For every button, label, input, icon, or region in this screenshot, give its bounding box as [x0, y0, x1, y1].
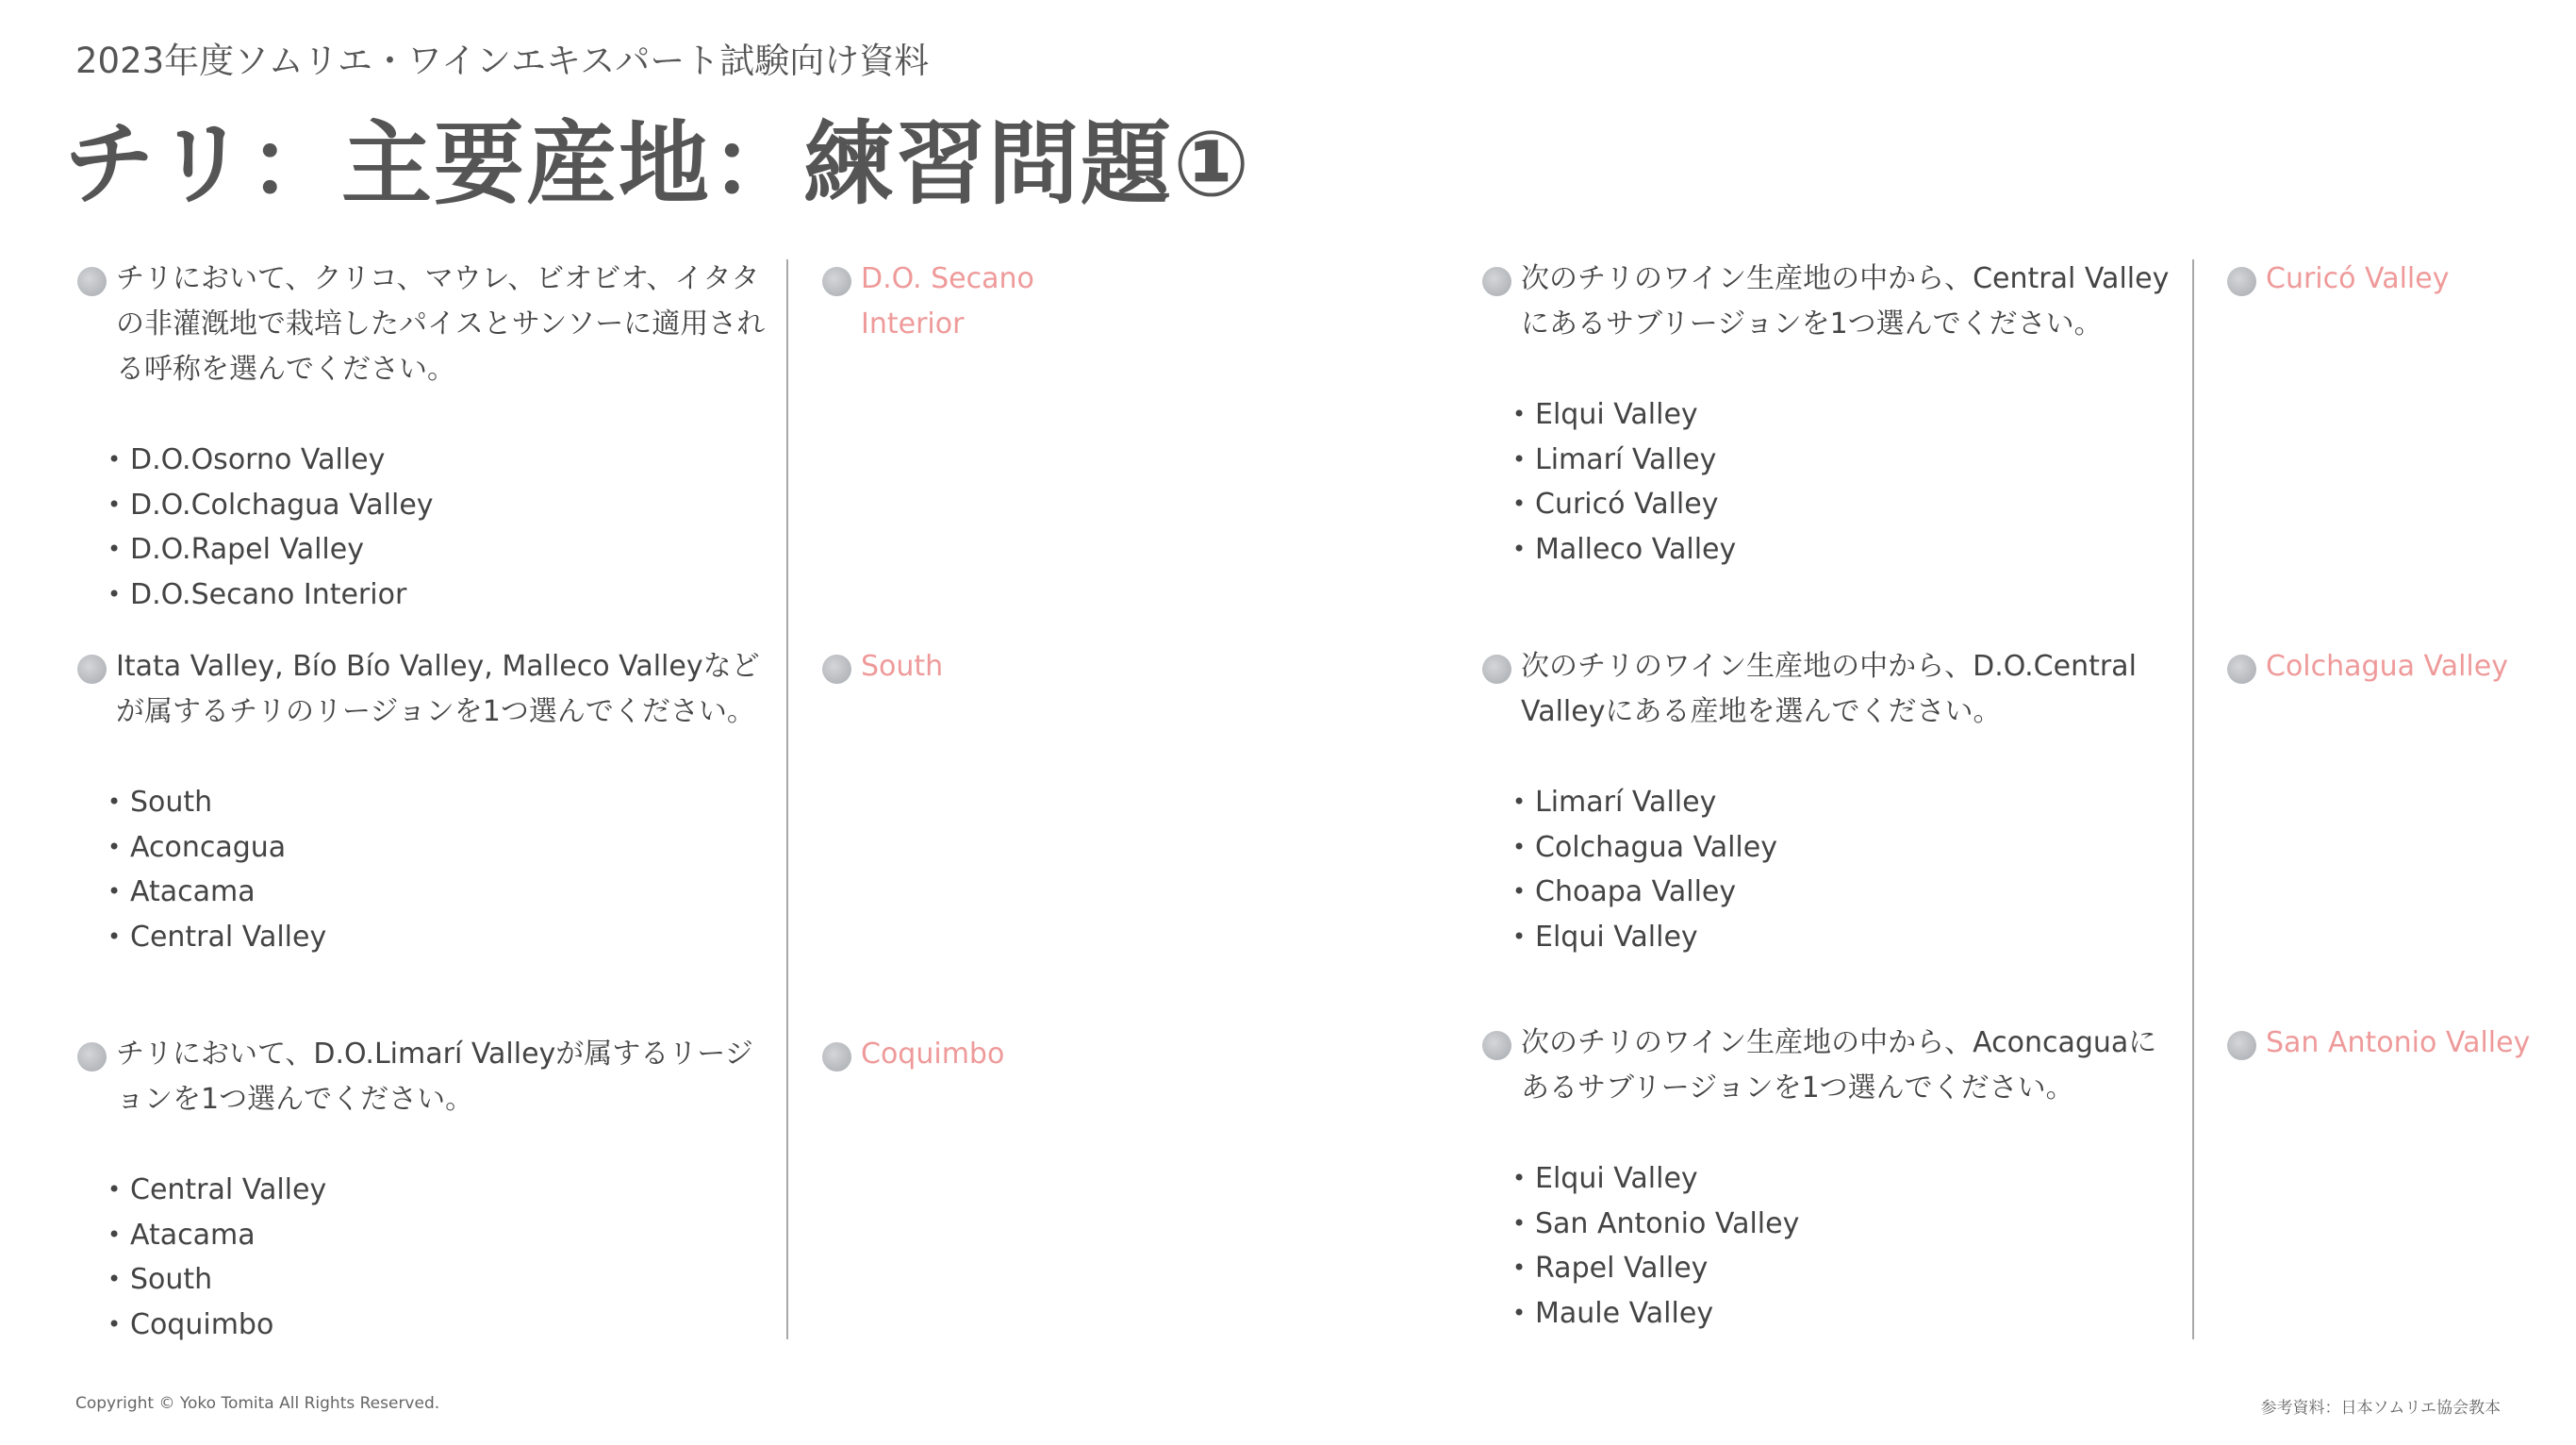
question-marker-icon [77, 655, 107, 684]
question-text: 次のチリのワイン生産地の中から、Central Valleyにあるサブリージョンを1つ選んでください。 [1521, 262, 2170, 340]
option-item: • South [107, 1257, 775, 1303]
option-item: • Rapel Valley [1512, 1246, 2180, 1291]
option-item: • Maule Valley [1512, 1291, 2180, 1337]
option-item: • Central Valley [107, 915, 775, 960]
question-3 [77, 1032, 775, 1347]
option-item: • Colchagua Valley [1512, 825, 2180, 871]
option-item: • Elqui Valley [1512, 1156, 2180, 1202]
option-item: • D.O.Colchagua Valley [107, 483, 775, 528]
question-5 [1482, 644, 2180, 959]
answer-marker-icon [2227, 267, 2256, 296]
option-item: • Limarí Valley [1512, 438, 2180, 483]
answer-text: San Antonio Valley [2266, 1026, 2531, 1059]
answer-text: D.O. Secano Interior [861, 262, 1034, 340]
question-text: チリにおいて、D.O.Limarí Valleyが属するリージョンを1つ選んでください。 [116, 1038, 753, 1116]
answer-marker-icon [2227, 655, 2256, 684]
answer-1 [822, 257, 1067, 347]
option-item: • Elqui Valley [1512, 915, 2180, 960]
option-list [1482, 1156, 2180, 1336]
option-item: • Atacama [107, 1213, 775, 1258]
question-2 [77, 644, 775, 959]
answer-3 [822, 1032, 1199, 1077]
column-divider-left [786, 259, 788, 1339]
question-1 [77, 257, 775, 617]
option-list [77, 1168, 775, 1347]
answer-4 [2227, 257, 2548, 302]
question-text: Itata Valley, Bío Bío Valley, Malleco Valleyなどが属するチリのリージョンを1つ選んでください。 [116, 650, 760, 728]
option-item: • Curicó Valley [1512, 482, 2180, 527]
answer-5 [2227, 644, 2548, 689]
option-item: • Elqui Valley [1512, 392, 2180, 438]
option-item: • Central Valley [107, 1168, 775, 1213]
question-text: チリにおいて、クリコ、マウレ、ビオビオ、イタタの非灌漑地で栽培したパイスとサンソーに適用される呼称を選んでください。 [116, 262, 766, 386]
copyright-notice: Copyright © Yoko Tomita All Rights Reserved. [75, 1394, 440, 1413]
answer-marker-icon [822, 1042, 851, 1071]
option-item: • Malleco Valley [1512, 527, 2180, 573]
option-list [77, 438, 775, 617]
option-item: • Limarí Valley [1512, 780, 2180, 825]
question-marker-icon [1482, 655, 1511, 684]
answer-2 [822, 644, 1199, 689]
question-marker-icon [1482, 267, 1511, 296]
question-text: 次のチリのワイン生産地の中から、Aconcaguaにあるサブリージョンを1つ選んでください。 [1521, 1026, 2157, 1105]
option-list [77, 780, 775, 959]
option-item: • Atacama [107, 870, 775, 915]
column-divider-right [2192, 259, 2194, 1339]
option-item: • Choapa Valley [1512, 870, 2180, 915]
option-item: • D.O.Osorno Valley [107, 438, 775, 483]
question-6 [1482, 1021, 2180, 1336]
page-subtitle: 2023年度ソムリエ・ワインエキスパート試験向け資料 [75, 41, 930, 81]
answer-text: South [861, 650, 944, 683]
answer-text: Curicó Valley [2266, 262, 2450, 295]
option-item: • Aconcagua [107, 825, 775, 871]
option-list [1482, 392, 2180, 572]
page-title: チリ：主要産地：練習問題① [64, 111, 1252, 217]
option-item: • Coquimbo [107, 1303, 775, 1348]
option-item: • D.O.Rapel Valley [107, 527, 775, 573]
answer-text: Coquimbo [861, 1038, 1005, 1071]
answer-marker-icon [822, 267, 851, 296]
option-item: • South [107, 780, 775, 825]
question-marker-icon [77, 267, 107, 296]
answer-marker-icon [822, 655, 851, 684]
answer-6 [2227, 1021, 2548, 1066]
answer-marker-icon [2227, 1031, 2256, 1060]
option-item: • San Antonio Valley [1512, 1202, 2180, 1247]
option-list [1482, 780, 2180, 959]
question-marker-icon [77, 1042, 107, 1071]
question-marker-icon [1482, 1031, 1511, 1060]
reference-note: 参考資料：日本ソムリエ協会教本 [2260, 1399, 2501, 1418]
question-4 [1482, 257, 2180, 572]
option-item: • D.O.Secano Interior [107, 573, 775, 618]
answer-text: Colchagua Valley [2266, 650, 2508, 683]
question-text: 次のチリのワイン生産地の中から、D.O.Central Valleyにある産地を選んでください。 [1521, 650, 2137, 728]
